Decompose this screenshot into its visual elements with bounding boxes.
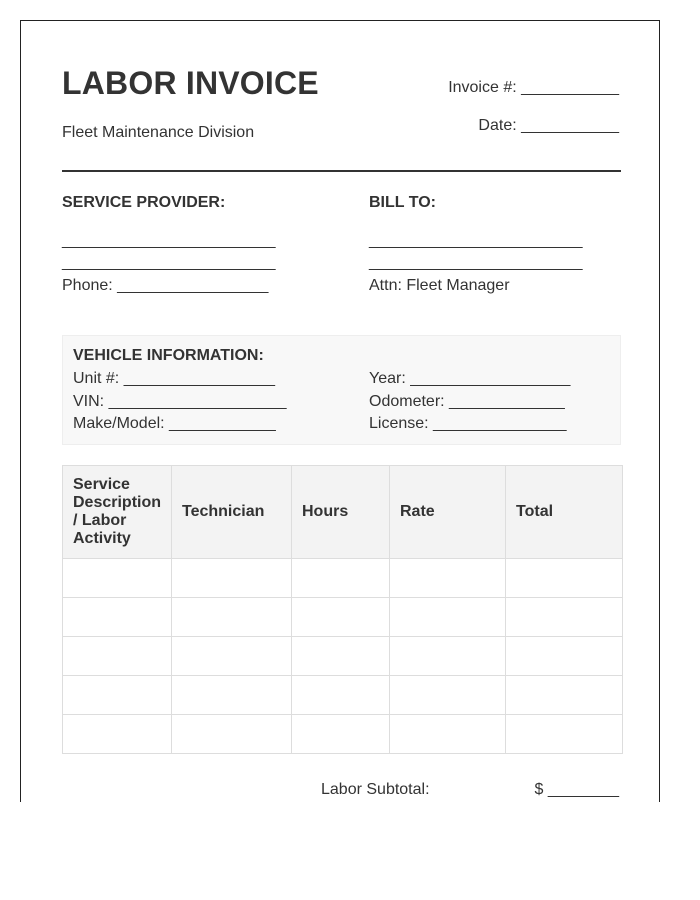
- labor-subtotal-field[interactable]: $ ________: [534, 781, 619, 798]
- vehicle-information-box: [62, 335, 621, 445]
- vin-field[interactable]: VIN: ____________________: [73, 393, 287, 410]
- bill-to-line-1[interactable]: ________________________: [369, 232, 583, 249]
- table-cell[interactable]: [172, 715, 292, 754]
- table-cell[interactable]: [63, 676, 172, 715]
- column-header-hours: Hours: [292, 466, 390, 559]
- table-row: [63, 559, 623, 598]
- invoice-page: [20, 20, 660, 802]
- table-cell[interactable]: [292, 598, 390, 637]
- labor-table: [62, 465, 623, 754]
- table-cell[interactable]: [506, 637, 623, 676]
- table-cell[interactable]: [172, 559, 292, 598]
- table-header-row: [63, 466, 623, 559]
- service-provider-line-1[interactable]: ________________________: [62, 232, 276, 249]
- service-provider-heading: SERVICE PROVIDER:: [62, 194, 226, 211]
- year-field[interactable]: Year: __________________: [369, 370, 571, 387]
- service-provider-phone-field[interactable]: Phone: _________________: [62, 277, 269, 294]
- table-cell[interactable]: [292, 715, 390, 754]
- vehicle-information-heading: VEHICLE INFORMATION:: [73, 347, 264, 364]
- service-provider-line-2[interactable]: ________________________: [62, 254, 276, 271]
- table-cell[interactable]: [172, 598, 292, 637]
- table-cell[interactable]: [172, 637, 292, 676]
- table-cell[interactable]: [172, 676, 292, 715]
- bill-to-line-2[interactable]: ________________________: [369, 254, 583, 271]
- header-divider: [62, 170, 621, 172]
- license-field[interactable]: License: _______________: [369, 415, 567, 432]
- table-cell[interactable]: [63, 637, 172, 676]
- bill-to-attn: Attn: Fleet Manager: [369, 277, 510, 294]
- table-cell[interactable]: [63, 715, 172, 754]
- table-cell[interactable]: [63, 559, 172, 598]
- table-cell[interactable]: [63, 598, 172, 637]
- column-header-total: Total: [506, 466, 623, 559]
- table-cell[interactable]: [292, 637, 390, 676]
- table-cell[interactable]: [390, 559, 506, 598]
- table-cell[interactable]: [390, 676, 506, 715]
- table-row: [63, 715, 623, 754]
- table-row: [63, 598, 623, 637]
- odometer-field[interactable]: Odometer: _____________: [369, 393, 565, 410]
- division-subtitle: Fleet Maintenance Division: [62, 124, 255, 141]
- column-header-service-description: Service Description / Labor Activity: [63, 466, 172, 559]
- table-cell[interactable]: [292, 559, 390, 598]
- unit-number-field[interactable]: Unit #: _________________: [73, 370, 275, 387]
- bill-to-heading: BILL TO:: [369, 194, 436, 211]
- table-cell[interactable]: [506, 676, 623, 715]
- table-row: [63, 676, 623, 715]
- table-row: [63, 637, 623, 676]
- table-cell[interactable]: [390, 637, 506, 676]
- make-model-field[interactable]: Make/Model: ____________: [73, 415, 276, 432]
- table-cell[interactable]: [390, 598, 506, 637]
- invoice-number-field[interactable]: Invoice #: ___________: [448, 79, 619, 96]
- column-header-rate: Rate: [390, 466, 506, 559]
- table-cell[interactable]: [506, 598, 623, 637]
- labor-subtotal-label: Labor Subtotal:: [321, 781, 430, 798]
- table-cell[interactable]: [506, 559, 623, 598]
- table-cell[interactable]: [390, 715, 506, 754]
- column-header-technician: Technician: [172, 466, 292, 559]
- table-cell[interactable]: [506, 715, 623, 754]
- invoice-title: LABOR INVOICE: [62, 65, 319, 101]
- date-field[interactable]: Date: ___________: [478, 117, 619, 134]
- table-cell[interactable]: [292, 676, 390, 715]
